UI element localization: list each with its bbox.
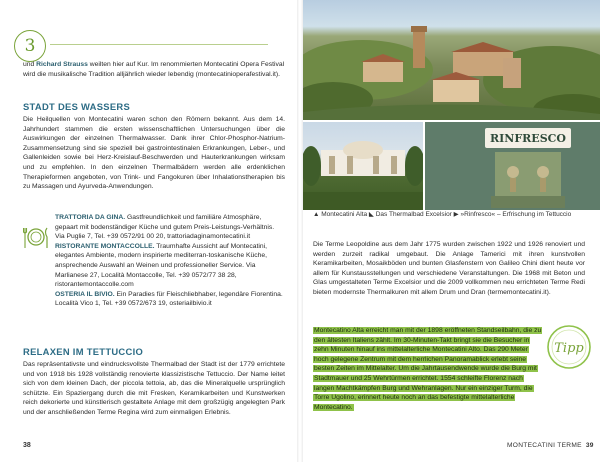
chapter-number: 3 bbox=[24, 36, 36, 56]
footer-title: MONTECATINI TERME bbox=[507, 442, 582, 449]
heading-stadt-des-wassers: STADT DES WASSERS bbox=[23, 101, 131, 112]
photo-caption: ▲ Montecatini Alta ◣ Das Thermalbad Excelsior ▶ »Rinfresco« – Erfrischung im Tettuccio bbox=[313, 211, 572, 218]
top-rule bbox=[50, 44, 268, 45]
tip-text: Montecatino Alta erreicht man mit der 1898 eröffneten Standseilbahn, die zu den ältesten Italiens zählt. Im 30-Minuten-Takt bringt sie die Besucher in zehn Minuten hinauf ins mittelalterliche Montecatini Alto. Das 290 Meter hoch gelegene Zentrum mit dem herrlichen Panoramablick erlebt seine besten Zeiten im Mittelalter. Um die Jahrtausendwende wurde die Burg mit Stadtmauer und 25 Wehrtürmen errichtet. 1554 schleifte Florenz nach langen Machtkämpfen Burg und Wehranlagen. Nur ein einziger Turm, die Torre Ugolino, erinnert heute noch an das befestigte mittelalterliche Montecatino. bbox=[314, 327, 542, 411]
intro-paragraph bbox=[23, 60, 285, 79]
photo-montecatini-alta bbox=[303, 0, 600, 120]
relax-paragraph bbox=[23, 360, 285, 418]
restaurant-text: Traumhafte Aussicht auf Montecatini, elegantes Ambiente, modern inspirierte mediterran-toskanische Küche, ansprechende Auswahl an Weinen und professioneller Service. Via Marlianese 27, Località Montaccolle, Tel. +39 0572/77 38 28, ristorantemontaccolle.com bbox=[55, 242, 268, 289]
intro-rest: weilten hier auf Kur. Im renommierten Montecatini Opera Festival wird die musikalische Tradition alljährlich wieder lebendig (montecatinioperafestival.it). bbox=[23, 61, 285, 78]
right-page bbox=[303, 0, 600, 462]
restaurant-name: TRATTORIA DA GINA. bbox=[55, 214, 126, 221]
tipp-badge-icon bbox=[546, 324, 592, 370]
heading-relaxen: RELAXEN IM TETTUCCIO bbox=[23, 346, 144, 357]
page-number-left: 38 bbox=[23, 442, 31, 449]
chapter-badge bbox=[14, 30, 46, 62]
left-page bbox=[0, 0, 297, 462]
restaurant-name: RISTORANTE MONTACCOLLE. bbox=[55, 242, 155, 250]
tipp-label: Tipp bbox=[554, 341, 584, 356]
restaurant-entry bbox=[55, 213, 285, 242]
restaurant-text: Gastfreundlichkeit und familiäre Atmosphäre, gepaart mit bodenständiger Küche und gutem Preis-Leistungs-Verhältnis. Via Puglie 7, Tel. +39 0572/91 00 20, trattoriadaginamontecatini.it bbox=[55, 214, 275, 241]
restaurant-icon bbox=[23, 220, 49, 250]
restaurant-entry bbox=[55, 290, 285, 309]
page-number-right: 39 bbox=[585, 442, 594, 449]
water-paragraph bbox=[23, 115, 285, 192]
terme-paragraph bbox=[313, 240, 585, 298]
water-text: Die Heilquellen von Montecatini waren schon den Römern bekannt. Aus dem 14. Jahrhundert stammen die ersten wissenschaftlichen Untersuchungen über die Auswirkungen der einzelnen Thermalwasser. Dank ihrer Chlor-Phosphor-Natrium-Zusammensetzung sind sie speziell bei gastrointestinalen Erkrankungen, Leber-, und Gallenleiden sowie bei Herz-Kreislauf-Beschwerden und Hauterkrankungen wirksam und zu empfehlen. In den einzelnen Thermalbädern werden alle erdenklichen Therapieformen angeboten, von Trink- und Fangokuren über Inhalationstherapien bis zu Massagen und Ayurveda-Anwendungen. bbox=[23, 116, 285, 191]
intro-lead: und bbox=[23, 61, 37, 68]
restaurant-list bbox=[55, 213, 285, 309]
restaurant-text: Ein Paradies für Fleischliebhaber, legendäre Fiorentina. Località Vico 1, Tel. +39 0572/673 19, osteriailbivio.it bbox=[55, 290, 283, 308]
intro-bold-name: Richard Strauss bbox=[36, 61, 88, 68]
excelsior-illustration bbox=[303, 122, 423, 210]
rinfresco-illustration bbox=[425, 122, 600, 210]
photo-thermalbad-excelsior bbox=[303, 122, 423, 210]
hilltown-illustration bbox=[303, 0, 600, 120]
terme-text: Die Terme Leopoldine aus dem Jahr 1775 wurden zwischen 1922 und 1926 renoviert und werden zurzeit radikal umgebaut. Die Anlage Tamerici mit ihren kunstvollen Keramikarbeiten, Mosaikböden und bunten Glasfenstern von Galileo Chini dient heute vor allem für Kunstausstellungen und verschiedene Veranstaltungen. Die 1968 mit Beton und Glas umgestalteten Terme Excelsior und die 2009 vollkommen neu errichteten Terme Redi bieten modernste Thermalkuren mit allem Drum und Dran (termemontecatini.it). bbox=[313, 241, 585, 296]
relax-text: Das repräsentativste und eindrucksvollste Thermalbad der Stadt ist der 1779 errichtete und von 1918 bis 1928 vollständig renovierte klassizistische Tettuccio. Der Name leitet sich von dem kleinen Dach, der piccola tettoia, ab, das die Mineralquelle ursprünglich schützte. Ein Spaziergang durch die mit Fresken, Keramikarbeiten und Kunstwerken reich dekorierte und künstlerisch gestaltete Anlage mit dem großzügig angelegten Park und der anschließenden Terme Regina wird zum einmaligen Erlebnis. bbox=[23, 361, 285, 416]
restaurant-name: OSTERIA IL BIVIO. bbox=[55, 290, 115, 298]
photo-rinfresco-fountain bbox=[425, 122, 600, 210]
tip-box bbox=[313, 326, 543, 412]
restaurant-entry bbox=[55, 242, 285, 290]
running-footer bbox=[507, 442, 594, 449]
rinfresco-sign-text: RINFRESCO bbox=[490, 132, 566, 145]
